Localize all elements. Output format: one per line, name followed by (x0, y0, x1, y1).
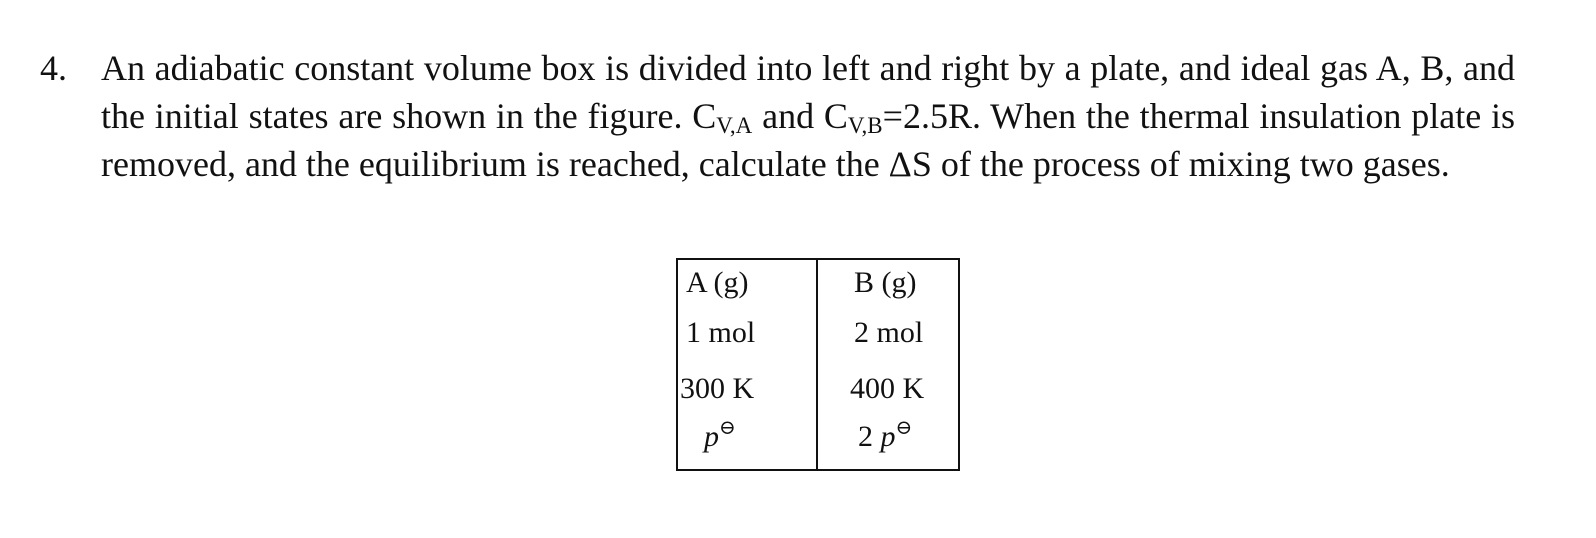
gas-a-name: A (g) (686, 266, 749, 299)
gas-a-pressure (704, 417, 736, 454)
problem-text-part1: An adiabatic constant volume box is divided into left and right by a plate, and ideal gas A, B, and the initial states are shown in the figure. C (101, 48, 1515, 136)
insulation-plate (816, 260, 818, 469)
problem-number: 4. (40, 48, 67, 88)
problem-text-part2: and C (752, 96, 848, 136)
gas-box-figure (676, 258, 960, 471)
gas-a-temperature: 300 K (680, 372, 755, 405)
gas-a-amount: 1 mol (686, 316, 756, 349)
gas-b-pressure-coeff: 2 (858, 420, 881, 453)
problem-statement (101, 44, 1515, 188)
gas-b-pressure-symbol: p (880, 420, 896, 453)
cv-a-subscript: V,A (716, 113, 753, 138)
gas-b-pressure (858, 417, 913, 454)
problem-text-part3: =2.5R. When the thermal insulation plate is removed, and the equilibrium is reached, calculate the ΔS of the process of mixing two gases. (101, 96, 1515, 184)
standard-state-icon: ⊖ (719, 417, 736, 439)
gas-b-temperature: 400 K (850, 372, 925, 405)
gas-a-pressure-symbol: p (704, 420, 719, 453)
cv-b-subscript: V,B (847, 113, 883, 138)
standard-state-icon: ⊖ (895, 417, 913, 439)
gas-b-amount: 2 mol (854, 316, 924, 349)
gas-b-name: B (g) (854, 266, 917, 299)
